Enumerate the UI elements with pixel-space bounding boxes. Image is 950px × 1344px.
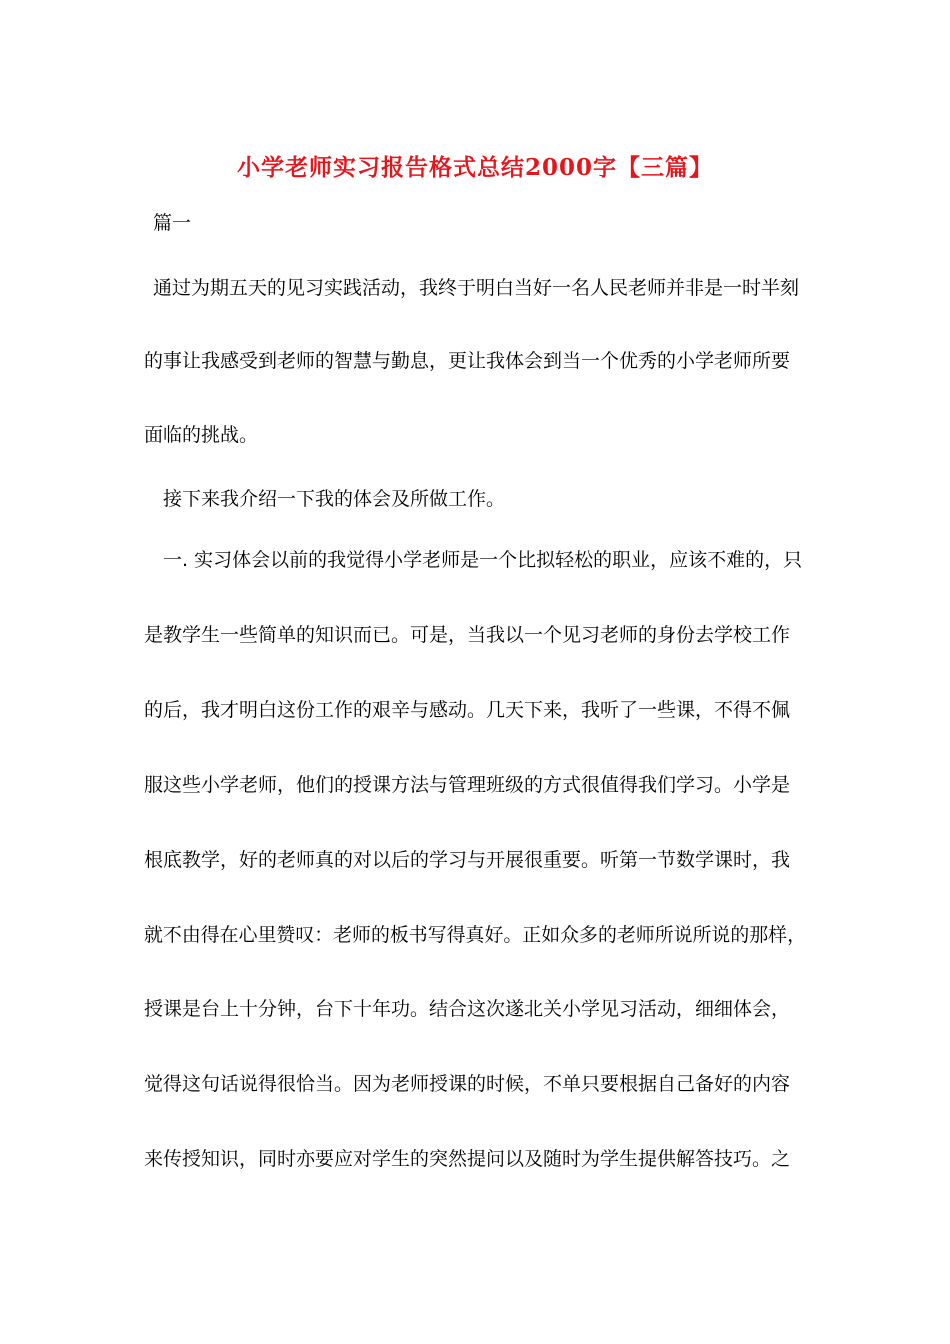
paragraph-line: 是教学生一些简单的知识而已。可是，当我以一个见习老师的身份去学校工作: [144, 624, 791, 646]
paragraph-line: 的后，我才明白这份工作的艰辛与感动。几天下来，我听了一些课，不得不佩: [144, 699, 791, 721]
paragraph-line: 面临的挑战。: [144, 424, 259, 446]
paragraph-line: 来传授知识，同时亦要应对学生的突然提问以及随时为学生提供解答技巧。之: [144, 1148, 791, 1170]
paragraph-line: 接下来我介绍一下我的体会及所做工作。: [163, 488, 506, 510]
section-heading: 篇一: [153, 212, 192, 234]
paragraph-line: 根底教学，好的老师真的对以后的学习与开展很重要。听第一节数学课时，我: [144, 849, 791, 871]
paragraph-line: 通过为期五天的见习实践活动，我终于明白当好一名人民老师并非是一时半刻: [153, 277, 800, 299]
paragraph-line: 一. 实习体会以前的我觉得小学老师是一个比拟轻松的职业，应该不难的，只: [163, 549, 803, 571]
paragraph-line: 觉得这句话说得很恰当。因为老师授课的时候，不单只要根据自己备好的内容: [144, 1073, 791, 1095]
paragraph-line: 的事让我感受到老师的智慧与勤息，更让我体会到当一个优秀的小学老师所要: [144, 350, 791, 372]
paragraph-line: 授课是台上十分钟，台下十年功。结合这次遂北关小学见习活动，细细体会，: [144, 998, 791, 1020]
paragraph-line: 就不由得在心里赞叹：老师的板书写得真好。正如众多的老师所说所说的那样，: [144, 924, 807, 946]
paragraph-line: 服这些小学老师，他们的授课方法与管理班级的方式很值得我们学习。小学是: [144, 774, 791, 796]
document-title: 小学老师实习报告格式总结2000字【三篇】: [236, 154, 713, 181]
